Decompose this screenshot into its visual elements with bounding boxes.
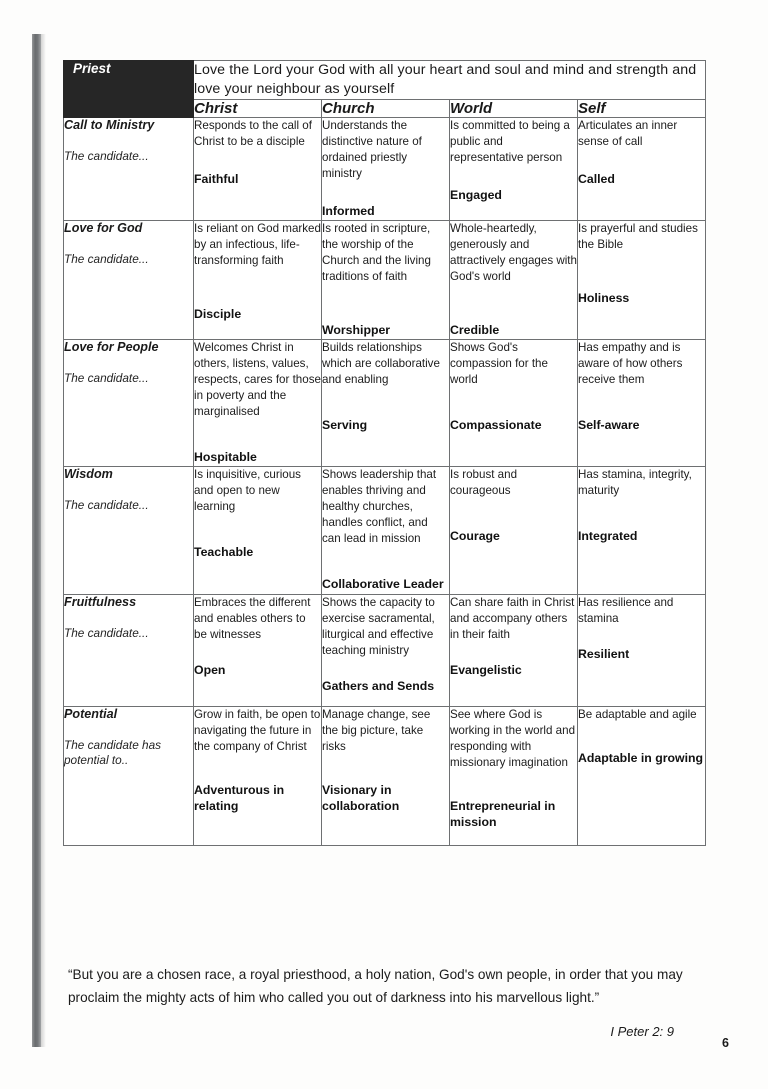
cell-description: See where God is working in the world and responding with missionary imagination <box>450 707 576 769</box>
cell-keyword: Holiness <box>578 290 630 305</box>
facet-header-world: World <box>450 100 578 118</box>
scripture-quote: “But you are a chosen race, a royal priesthood, a holy nation, God's own people, in order that you may proclaim the mighty acts of him who called you out of darkness into his marvellous light.” <box>68 967 683 1006</box>
cell-description: Is robust and courageous <box>450 467 518 497</box>
cell-keyword: Informed <box>322 204 375 218</box>
dimension-subtitle: The candidate has potential to.. <box>64 737 162 767</box>
dimension-cell-fruitfulness <box>64 594 194 706</box>
dimension-cell-potential <box>64 706 194 845</box>
cell-keyword: Called <box>578 172 615 187</box>
cell-description: Shows the capacity to exercise sacramental, liturgical and effective teaching ministry <box>322 595 435 657</box>
cell-love-for-god-self <box>578 220 706 339</box>
dimension-name: Call to Ministry <box>64 118 155 133</box>
cell-love-for-people-world <box>450 339 578 466</box>
page-number: 6 <box>722 1036 729 1050</box>
cell-keyword: Adventurous in relating <box>194 782 285 813</box>
cell-keyword: Hospitable <box>194 449 257 464</box>
dimension-name: Love for God <box>64 220 143 235</box>
cell-description: Can share faith in Christ and accompany others in their faith <box>450 595 575 641</box>
cell-wisdom-church <box>322 466 450 594</box>
cell-description: Embraces the different and enables others to be witnesses <box>194 595 311 641</box>
cell-keyword: Visionary in collaboration <box>322 782 400 813</box>
dimension-name: Wisdom <box>64 466 113 481</box>
cell-description: Welcomes Christ in others, listens, values, respects, cares for those in poverty and the marginalised <box>194 340 321 418</box>
scripture-block <box>68 963 710 1039</box>
cell-description: Manage change, see the big picture, take risks <box>322 707 431 753</box>
table-body <box>64 118 706 846</box>
cell-potential-world <box>450 706 578 845</box>
dimension-cell-wisdom <box>64 466 194 594</box>
cell-potential-christ <box>194 706 322 845</box>
cell-keyword: Adaptable in growing <box>578 750 704 765</box>
cell-description: Whole-heartedly, generously and attractively engages with God's world <box>450 221 577 283</box>
cell-wisdom-self <box>578 466 706 594</box>
cell-description: Is inquisitive, curious and open to new learning <box>194 467 301 513</box>
cell-description: Is committed to being a public and representative person <box>450 119 570 165</box>
dimension-subtitle: The candidate... <box>64 625 149 640</box>
table-row <box>64 706 706 845</box>
cell-description: Grow in faith, be open to navigating the future in the company of Christ <box>194 707 321 753</box>
cell-call-to-ministry-church <box>322 118 450 221</box>
corner-cell-priest <box>64 61 194 118</box>
cell-keyword: Teachable <box>194 544 254 559</box>
cell-love-for-people-self <box>578 339 706 466</box>
dimension-subtitle: The candidate... <box>64 251 149 266</box>
cell-fruitfulness-church <box>322 594 450 706</box>
cell-wisdom-christ <box>194 466 322 594</box>
cell-keyword: Faithful <box>194 172 239 187</box>
binding-strip <box>32 34 41 1047</box>
cell-keyword: Collaborative Leader <box>322 576 444 591</box>
cell-description: Has empathy and is aware of how others receive them <box>578 340 683 386</box>
cell-description: Is prayerful and studies the Bible <box>578 221 698 251</box>
corner-label: Priest <box>73 61 111 76</box>
dimension-name: Love for People <box>64 339 159 354</box>
cell-description: Understands the distinctive nature of ordained priestly ministry <box>322 119 422 181</box>
cell-love-for-god-christ <box>194 220 322 339</box>
priest-competency-table <box>63 60 706 846</box>
cell-love-for-people-church <box>322 339 450 466</box>
table-row <box>64 594 706 706</box>
cell-description: Shows leadership that enables thriving and healthy churches, handles conflict, and can lead in mission <box>322 467 437 545</box>
cell-fruitfulness-self <box>578 594 706 706</box>
dimension-cell-call-to-ministry <box>64 118 194 221</box>
dimension-cell-love-for-god <box>64 220 194 339</box>
cell-description: Be adaptable and agile <box>578 707 697 721</box>
cell-keyword: Open <box>194 662 226 677</box>
table-row <box>64 220 706 339</box>
cell-keyword: Evangelistic <box>450 662 522 677</box>
cell-description: Has stamina, integrity, maturity <box>578 467 692 497</box>
cell-description: Is reliant on God marked by an infectious, life-transforming faith <box>194 221 321 267</box>
cell-keyword: Credible <box>450 322 500 337</box>
facet-header-christ: Christ <box>194 100 322 118</box>
dimension-subtitle: The candidate... <box>64 148 149 163</box>
cell-description: Is rooted in scripture, the worship of the Church and the living traditions of faith <box>322 221 431 283</box>
table-row <box>64 466 706 594</box>
cell-keyword: Engaged <box>450 188 502 203</box>
dimension-name: Potential <box>64 706 118 721</box>
facet-header-self: Self <box>578 100 706 118</box>
cell-keyword: Serving <box>322 417 368 432</box>
cell-description: Has resilience and stamina <box>578 595 674 625</box>
dimension-name: Fruitfulness <box>64 594 137 609</box>
cell-fruitfulness-world <box>450 594 578 706</box>
table-row <box>64 339 706 466</box>
cell-keyword: Compassionate <box>450 417 542 432</box>
cell-keyword: Courage <box>450 528 500 543</box>
cell-keyword: Disciple <box>194 306 242 321</box>
cell-keyword: Integrated <box>578 528 638 543</box>
cell-call-to-ministry-self <box>578 118 706 221</box>
cell-keyword: Resilient <box>578 646 630 661</box>
cell-description: Shows God's compassion for the world <box>450 340 548 386</box>
cell-love-for-god-world <box>450 220 578 339</box>
cell-call-to-ministry-world <box>450 118 578 221</box>
table-header <box>64 61 706 118</box>
scripture-citation: I Peter 2: 9 <box>610 1023 674 1039</box>
cell-love-for-god-church <box>322 220 450 339</box>
cell-wisdom-world <box>450 466 578 594</box>
cell-potential-church <box>322 706 450 845</box>
dimension-cell-love-for-people <box>64 339 194 466</box>
great-commandment-banner: Love the Lord your God with all your heart and soul and mind and strength and love your neighbour as yourself <box>194 61 706 100</box>
cell-potential-self <box>578 706 706 845</box>
cell-keyword: Worshipper <box>322 322 391 337</box>
dimension-subtitle: The candidate... <box>64 370 149 385</box>
great-commandment-row <box>64 61 706 100</box>
cell-call-to-ministry-christ <box>194 118 322 221</box>
cell-keyword: Gathers and Sends <box>322 678 435 693</box>
cell-keyword: Entrepreneurial in mission <box>450 798 556 829</box>
cell-fruitfulness-christ <box>194 594 322 706</box>
cell-description: Responds to the call of Christ to be a disciple <box>194 119 312 149</box>
cell-description: Builds relationships which are collaborative and enabling <box>322 340 440 386</box>
facet-header-church: Church <box>322 100 450 118</box>
cell-love-for-people-christ <box>194 339 322 466</box>
dimension-subtitle: The candidate... <box>64 497 149 512</box>
cell-keyword: Self-aware <box>578 417 640 432</box>
cell-description: Articulates an inner sense of call <box>578 119 678 149</box>
table-row <box>64 118 706 221</box>
